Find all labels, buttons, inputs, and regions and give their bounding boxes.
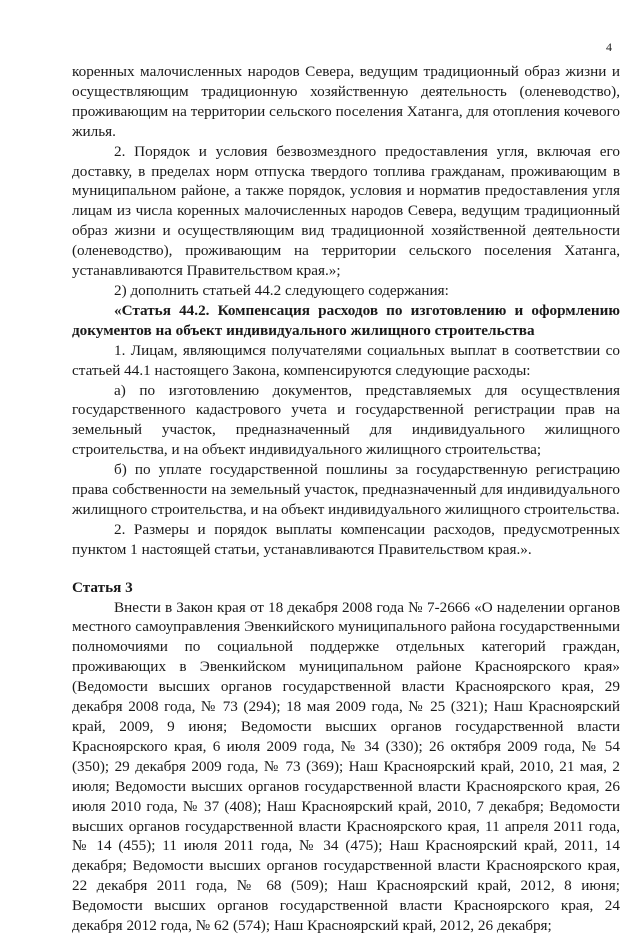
paragraph-article-3-body: Внести в Закон края от 18 декабря 2008 года № 7-2666 «О наделении органов местного самоуправления Эвенкийского муниципального района государственными полномочиями по социальной поддержке отдельных категорий граждан, проживающих в Эвенкийском муниципальном районе Красноярского края» (Ведомости высших органов государственной власти Красноярского края, 29 декабря 2008 года, № 73 (294); 18 мая 2009 года, № 25 (321); Наш Красноярский край, 2009, 9 июня; Ведомости высших органов государственной власти Красноярского края, 6 июля 2009 года, № 34 (330); 26 октября 2009 года, № 54 (350); 29 декабря 2009 года, № 73 (369); Наш Красноярский край, 2010, 21 мая, 2 июля; Ведомости высших органов государственной власти Красноярского края, 26 июля 2010 года, № 37 (408); Наш Красноярский край, 2010, 7 декабря; Ведомости высших органов государственной власти Красноярского края, 11 апреля 2011 года, № 14 (455); 11 июля 2011 года, № 34 (475); Наш Красноярский край, 2011, 14 декабря; Ведомости высших органов государственной власти Красноярского края, 22 декабря 2011 года, № 68 (509); Наш Красноярский край, 2012, 8 июня; Ведомости высших органов государственной власти Красноярского края, 24 декабря 2012 года, № 62 (574); Наш Красноярский край, 2012, 26 декабря; bbox=[72, 598, 620, 935]
article-44-2-title: «Статья 44.2. Компенсация расходов по изготовлению и оформлению документов на объект индивидуального жилищного строительства bbox=[72, 301, 620, 339]
paragraph-44-2-point-1: 1. Лицам, являющимся получателями социальных выплат в соответствии со статьей 44.1 настоящего Закона, компенсируются следующие расходы: bbox=[72, 341, 620, 379]
document-body bbox=[72, 62, 620, 936]
paragraph-amendment-intro: 2) дополнить статьей 44.2 следующего содержания: bbox=[114, 281, 449, 299]
page-number: 4 bbox=[606, 40, 612, 54]
paragraph-44-2-point-2: 2. Размеры и порядок выплаты компенсации расходов, предусмотренных пунктом 1 настоящей статьи, устанавливаются Правительством края.». bbox=[72, 520, 620, 558]
article-3-heading: Статья 3 bbox=[72, 578, 133, 596]
paragraph-44-2-point-1b: б) по уплате государственной пошлины за государственную регистрацию права собственности на земельный участок, предназначенный для индивидуального жилищного строительства, и на объект индивидуального жилищного строительства. bbox=[72, 461, 620, 518]
paragraph-44-2-point-1a: а) по изготовлению документов, представляемых для осуществления государственного кадастрового учета и государственной регистрации прав на земельный участок, предназначенный для индивидуального жилищного строительства, и на объект индивидуального жилищного строительства; bbox=[72, 381, 620, 459]
paragraph-coal-procedure: 2. Порядок и условия безвозмездного предоставления угля, включая его доставку, в пределах норм отпуска твердого топлива гражданам, проживающим в муниципальном районе, а также порядок, условия и норматив предоставления угля лицам из числа коренных малочисленных народов Севера, ведущим традиционный образ жизни и осуществляющим вид традиционной хозяйственной деятельности (оленеводство), проживающим на территории сельского поселения Хатанга, устанавливаются Правительством края.»; bbox=[72, 142, 620, 280]
paragraph-continuation: коренных малочисленных народов Севера, ведущим традиционный образ жизни и осуществляющим традиционную хозяйственную деятельность (оленеводство), проживающим на территории сельского поселения Хатанга, для отопления кочевого жилья. bbox=[72, 63, 620, 140]
